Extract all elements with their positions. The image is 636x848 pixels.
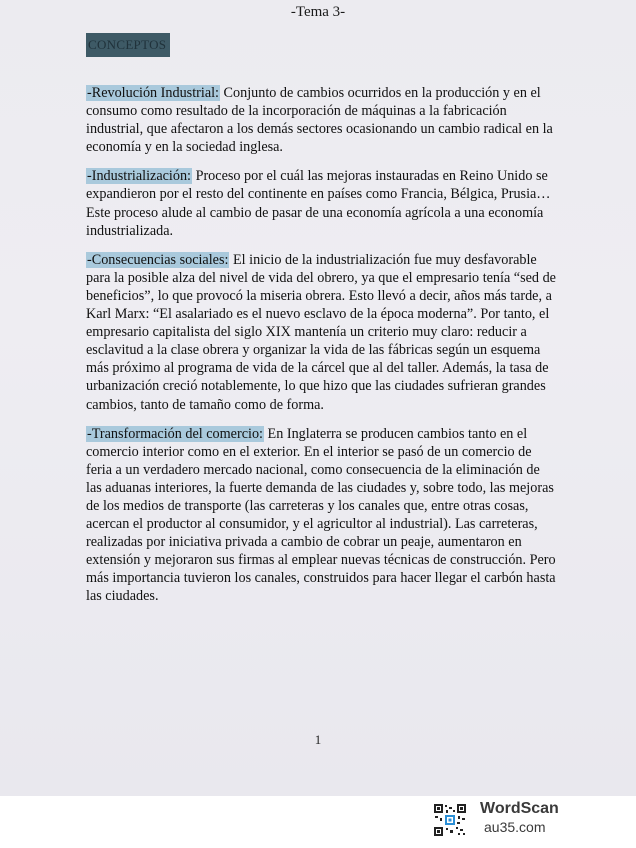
brand-url: au35.com bbox=[484, 819, 546, 835]
term-highlight: -Consecuencias sociales: bbox=[87, 251, 229, 268]
paragraph-text: Proceso por el cuál las mejoras instauradas en Reino Unido se expandieron por el resto del continente en países como Francia, Bélgica, Prusia… Este proceso alude al cambio de pasar de una economía agrícola a una economía industrializada. bbox=[86, 168, 551, 239]
term-highlight: -Industrialización: bbox=[87, 168, 192, 185]
document-body bbox=[86, 84, 556, 617]
qr-code-icon bbox=[434, 804, 466, 836]
paragraph-revolucion bbox=[86, 84, 556, 156]
term-highlight: -Transformación del comercio: bbox=[87, 425, 263, 442]
page-number: 1 bbox=[314, 732, 322, 747]
paragraph-text: El inicio de la industrialización fue muy desfavorable para la posible alza del nivel de vida del obrero, ya que el empresario tenía “sed de beneficios”, lo que provocó la miseria obrera. Esto llevó a decir, años más tarde, a Karl Marx: “El asalariado es el nuevo esclavo de la época moderna”. Por tanto, el empresario capitalista del siglo XIX mantenía un criterio muy claro: reducir a esclavitud a la clase obrera y organizar la vida de las fábricas según un esquema más próximo al programa de vida de la cárcel que al del taller. Además, la tasa de urbanización creció notablemente, lo que hizo que las ciudades sufrieran grandes cambios, tanto de tamaño como de forma. bbox=[86, 251, 556, 413]
section-badge: CONCEPTOS bbox=[86, 33, 170, 57]
paragraph-industrializacion bbox=[86, 167, 556, 239]
paragraph-comercio bbox=[86, 425, 556, 606]
term-highlight: -Revolución Industrial: bbox=[87, 85, 219, 101]
brand-name: WordScan bbox=[480, 800, 559, 817]
paragraph-text: Conjunto de cambios ocurridos en la producción y en el consumo como resultado de la incorporación de máquinas a la fabricación industrial, que afectaron a los demás sectores ocasionando un cambio radical en la economía y en la sociedad inglesa. bbox=[86, 85, 553, 156]
page-header-title: -Tema 3- bbox=[290, 4, 346, 20]
paragraph-text: En Inglaterra se producen cambios tanto en el comercio interior como en el exterior. En el interior se pasó de un comercio de feria a un verdadero mercado nacional, como consecuencia de la eliminación de las aduanas interiores, la fuerte demanda de las ciudades y, sobre todo, las mejoras de los medios de transporte (las carreteras y los canales que, entre otras cosas, acercan el productor al consumidor, y el agricultor al industrial). Las carreteras, realizadas por iniciativa privada a cambio de cobrar un peaje, aumentaron en extensión y mejoraron sus firmas al emplear nuevas técnicas de construcción. Pero más importancia tuvieron los canales, construidos para hacer llegar el carbón hasta las ciudades. bbox=[86, 425, 556, 605]
paragraph-consecuencias bbox=[86, 251, 556, 414]
